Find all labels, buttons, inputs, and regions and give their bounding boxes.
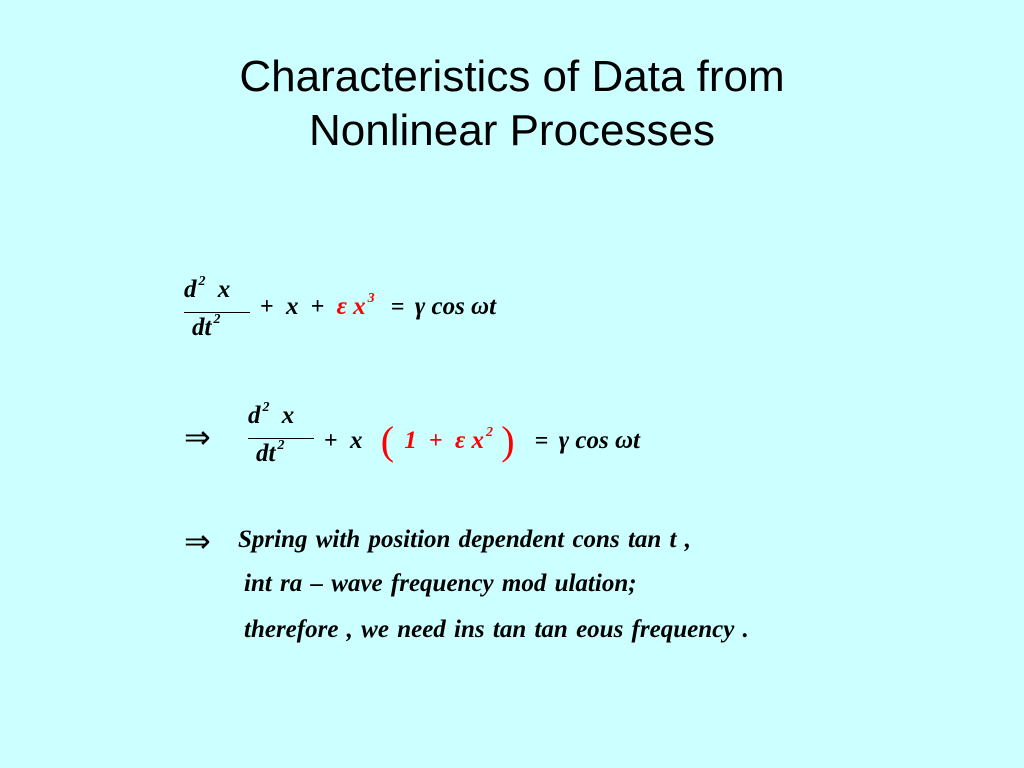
eq2-rhs: γ cos ωt bbox=[558, 427, 640, 454]
eq2-terms bbox=[324, 417, 640, 464]
eq2-x-sup: 2 bbox=[485, 424, 493, 440]
text-line-2: int ra – wave frequency mod ulation; bbox=[244, 570, 637, 597]
eq2-implies-icon: ⇒ bbox=[184, 419, 211, 455]
eq2-den-dt: dt bbox=[256, 440, 276, 467]
eq2-x-red: x bbox=[471, 427, 484, 454]
eq2-den-sup: 2 bbox=[277, 437, 285, 453]
title-line-2: Nonlinear Processes bbox=[309, 106, 715, 155]
eq1-x-red: x bbox=[353, 293, 366, 320]
eq2-num-d: d bbox=[248, 402, 261, 429]
eq2-x: x bbox=[349, 427, 363, 454]
equation-2 bbox=[248, 399, 718, 474]
eq1-numerator bbox=[184, 273, 250, 304]
equation-1 bbox=[184, 273, 584, 346]
slide-title bbox=[0, 50, 1024, 158]
eq2-left-paren: ( bbox=[380, 418, 395, 463]
eq2-denominator bbox=[256, 437, 285, 468]
text-line-3: therefore , we need ins tan tan eous frequency . bbox=[244, 616, 749, 643]
eq2-epsilon: ε bbox=[454, 427, 466, 454]
eq1-x-sup: 3 bbox=[367, 290, 375, 306]
eq2-plus-2: + bbox=[429, 428, 443, 454]
eq1-denominator bbox=[192, 311, 221, 342]
eq1-x: x bbox=[285, 293, 299, 320]
eq1-den-sup: 2 bbox=[213, 311, 221, 327]
title-line-1: Characteristics of Data from bbox=[239, 52, 785, 101]
text-line-1: Spring with position dependent cons tan t , bbox=[238, 526, 691, 553]
eq1-num-sup: 2 bbox=[198, 273, 206, 289]
eq2-right-paren: ) bbox=[501, 418, 515, 463]
eq1-equals: = bbox=[390, 294, 405, 320]
eq1-num-d: d bbox=[184, 276, 197, 303]
eq2-num-sup: 2 bbox=[262, 399, 270, 415]
eq2-plus-1: + bbox=[324, 428, 338, 454]
eq1-num-x: x bbox=[217, 276, 231, 303]
eq1-plus-1: + bbox=[260, 294, 274, 320]
eq2-num-x: x bbox=[281, 402, 295, 429]
eq2-equals: = bbox=[534, 428, 549, 454]
eq2-numerator bbox=[248, 399, 314, 430]
eq1-terms bbox=[260, 290, 497, 321]
eq1-den-dt: dt bbox=[192, 314, 212, 341]
eq2-one: 1 bbox=[404, 427, 417, 454]
eq1-plus-2: + bbox=[310, 294, 325, 320]
text-implies-icon: ⇒ bbox=[184, 523, 211, 559]
eq1-rhs: γ cos ωt bbox=[414, 293, 497, 320]
eq1-epsilon: ε bbox=[336, 293, 347, 320]
